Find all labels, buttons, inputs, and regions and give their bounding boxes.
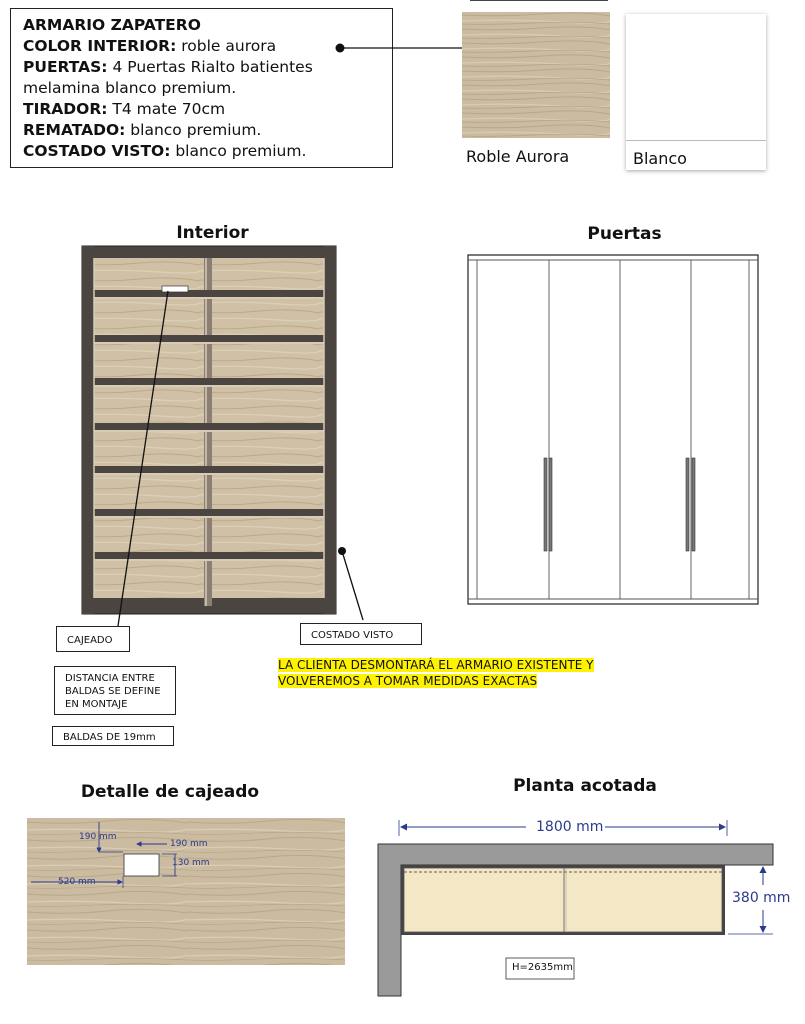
note-distancia: DISTANCIA ENTRE BALDAS SE DEFINE EN MONTAJE (54, 666, 176, 715)
planta-drawing (376, 810, 796, 1002)
spec-puertas: PUERTAS: 4 Puertas Rialto batientes (23, 58, 313, 76)
dim-height-130: 130 mm (172, 858, 210, 868)
swatch-label-roble: Roble Aurora (466, 147, 570, 166)
heading-planta: Planta acotada (513, 776, 657, 796)
puertas-drawing (467, 254, 760, 606)
dim-height-h: H=2635mm (512, 962, 573, 973)
spec-color-interior: COLOR INTERIOR: roble aurora (23, 37, 277, 55)
dim-top-190: 190 mm (79, 832, 117, 842)
dim-right-190: 190 mm (170, 839, 208, 849)
spec-title: ARMARIO ZAPATERO (23, 16, 201, 34)
heading-detalle: Detalle de cajeado (80, 782, 260, 802)
note-cajeado: CAJEADO (56, 626, 130, 652)
dim-width-1800: 1800 mm (536, 819, 604, 835)
note-clienta: LA CLIENTA DESMONTARÁ EL ARMARIO EXISTENTE Y VOLVEREMOS A TOMAR MEDIDAS EXACTAS (278, 658, 594, 688)
note-baldas: BALDAS DE 19mm (52, 726, 174, 746)
spec-puertas-cont: melamina blanco premium. (23, 79, 237, 97)
dim-depth-380: 380 mm (732, 890, 791, 906)
swatch-label-blanco: Blanco (633, 149, 687, 168)
spec-rematado: REMATADO: blanco premium. (23, 121, 262, 139)
dim-left-520: 520 mm (58, 877, 96, 887)
note-costado-visto: COSTADO VISTO (300, 623, 422, 645)
heading-puertas: Puertas (587, 224, 662, 244)
heading-interior: Interior (176, 223, 249, 243)
spec-costado: COSTADO VISTO: blanco premium. (23, 142, 307, 160)
spec-tirador: TIRADOR: T4 mate 70cm (23, 100, 226, 118)
